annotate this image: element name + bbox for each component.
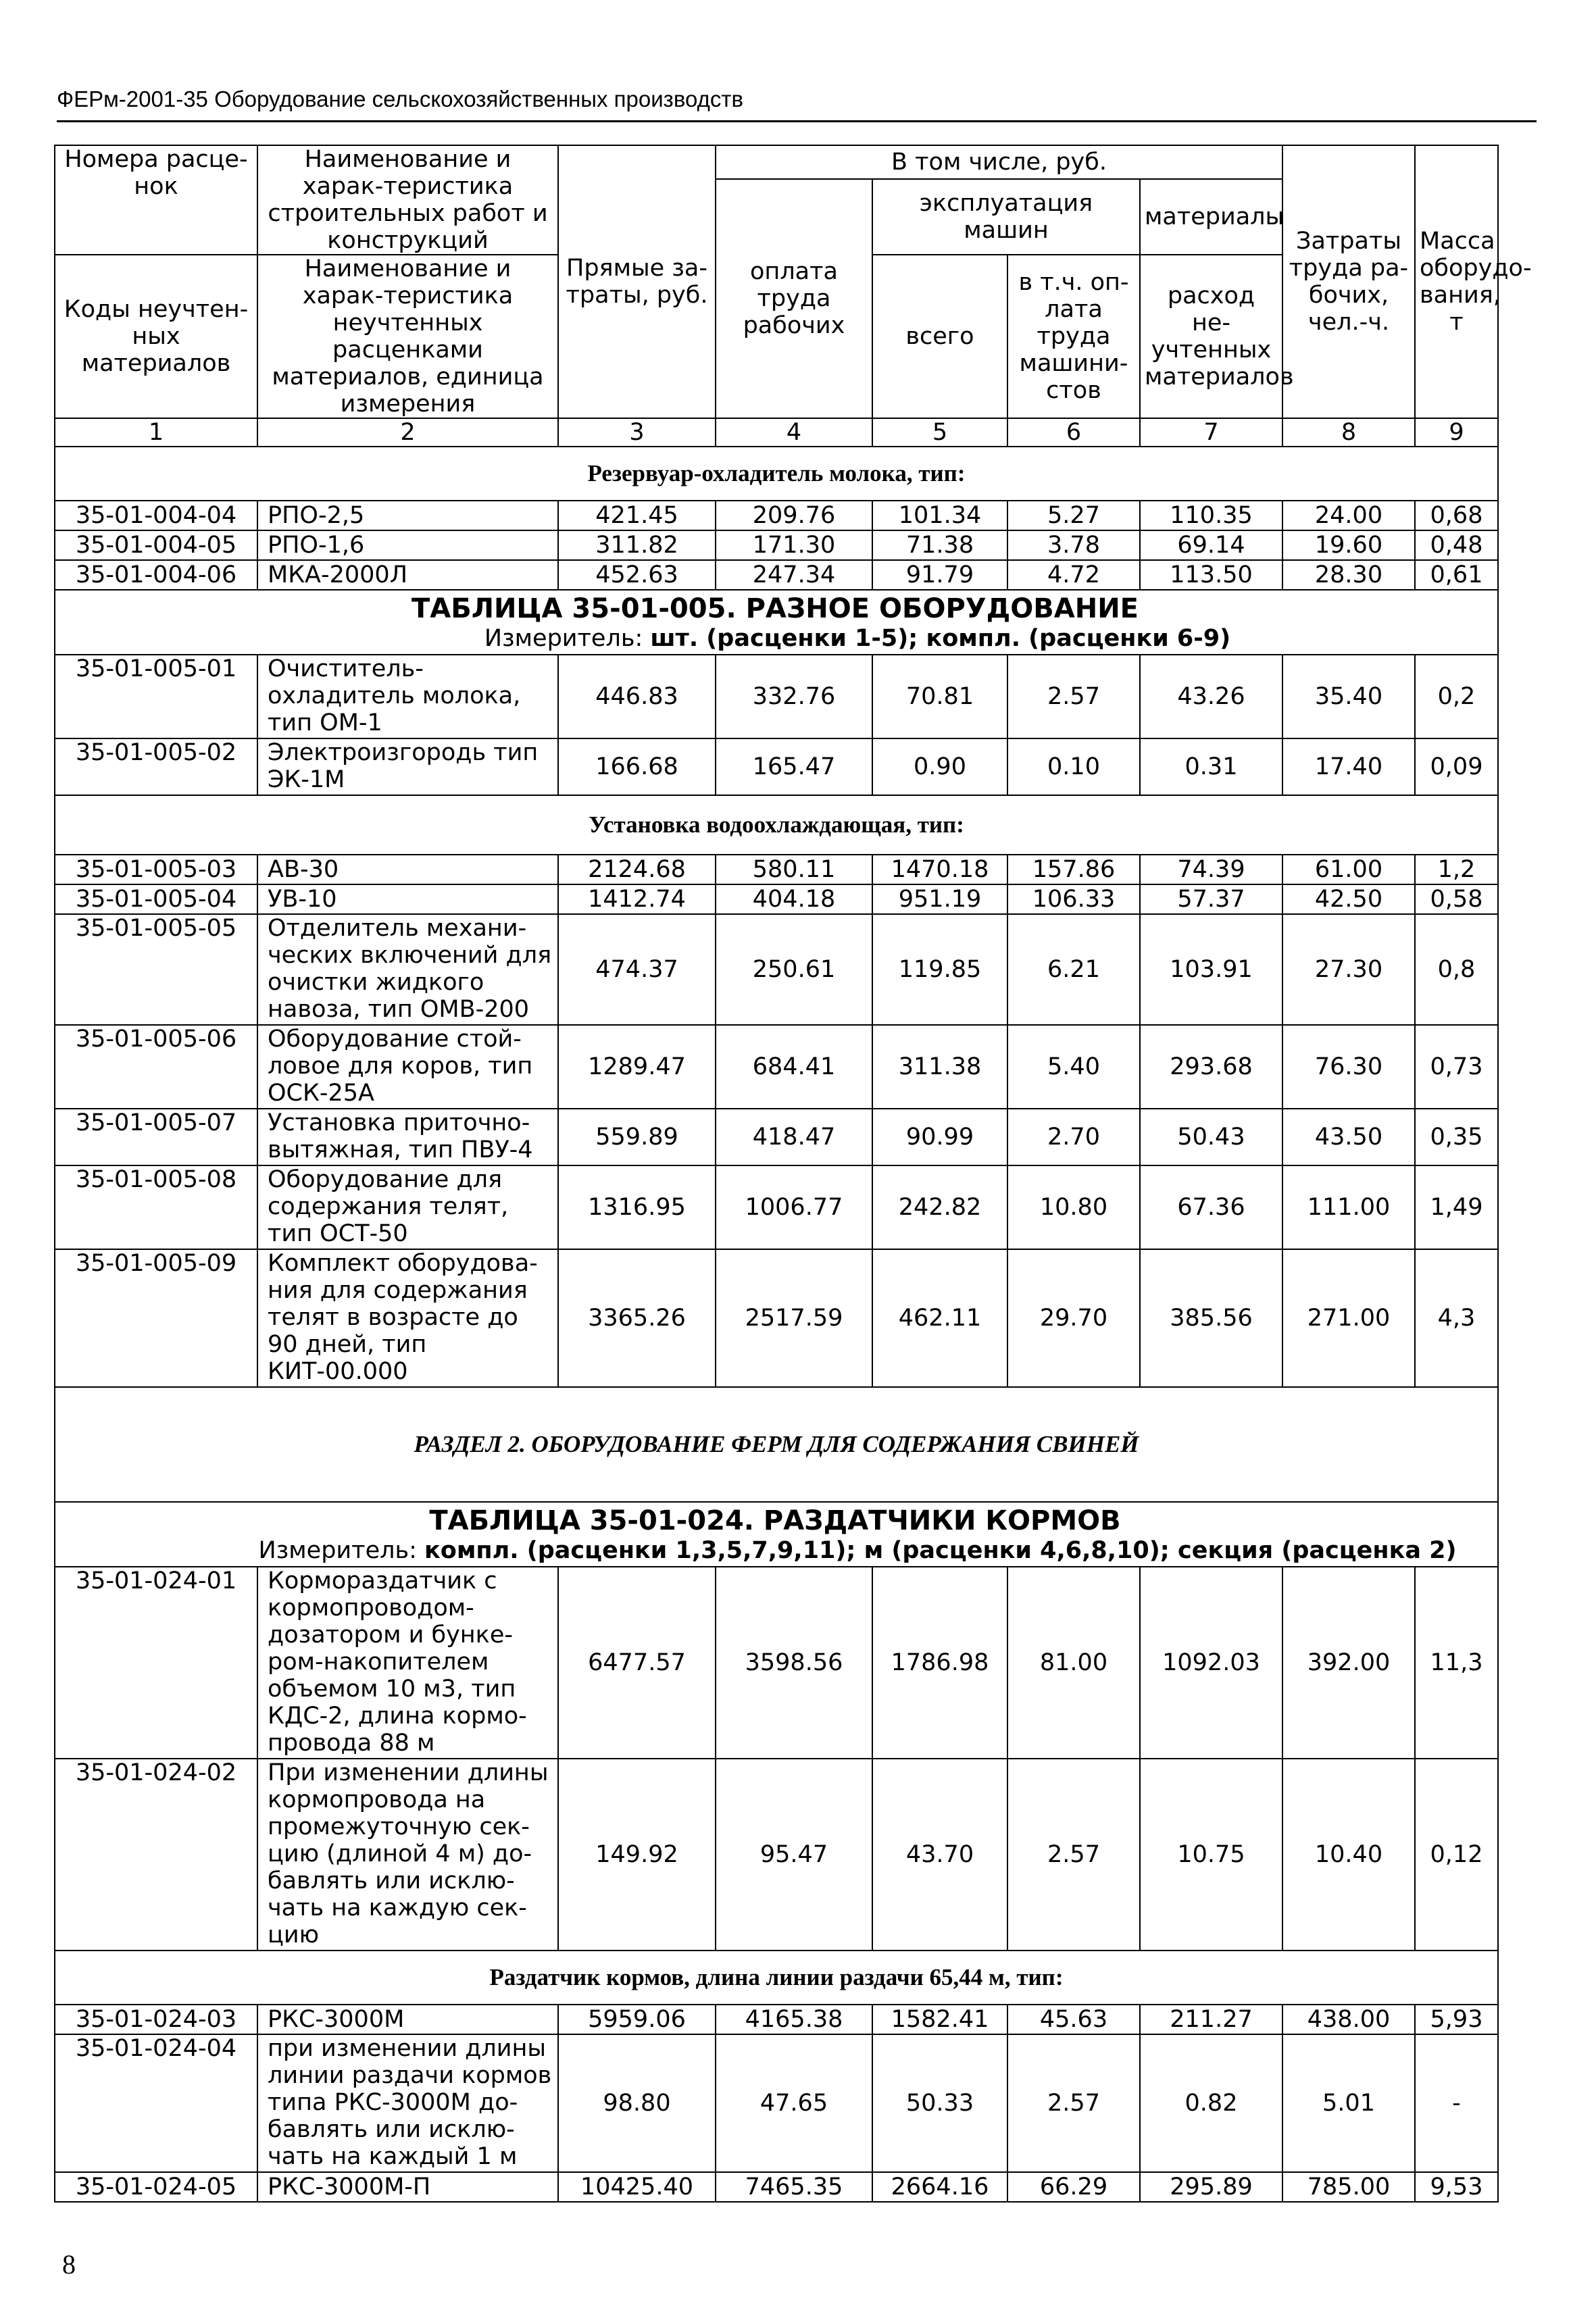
cell-direct-costs: 559.89 <box>558 1109 716 1165</box>
cell-labor-costs: 24.00 <box>1282 501 1415 530</box>
col-work-name-header: Наименование и харак-теристика строительных работ и конструкций <box>257 145 558 255</box>
group-row <box>55 1951 1498 2005</box>
cell-direct-costs: 311.82 <box>558 530 716 560</box>
cell-rate-code: 35-01-005-06 <box>55 1025 257 1109</box>
cell-wages: 684.41 <box>716 1025 872 1109</box>
cell-equipment-mass: 1,2 <box>1415 855 1498 884</box>
cell-rate-code: 35-01-005-08 <box>55 1165 257 1249</box>
cell-materials: 113.50 <box>1140 560 1282 590</box>
cell-rate-code: 35-01-005-09 <box>55 1249 257 1387</box>
table-row <box>55 1165 1498 1249</box>
cell-labor-costs: 61.00 <box>1282 855 1415 884</box>
cell-equipment-mass: 0,12 <box>1415 1759 1498 1951</box>
cell-rate-code: 35-01-005-07 <box>55 1109 257 1165</box>
measure-label: Измеритель: <box>258 1537 425 1564</box>
cell-machinist-wages: 2.57 <box>1007 1759 1140 1951</box>
cell-machine-total: 462.11 <box>872 1249 1007 1387</box>
table-row <box>55 560 1498 590</box>
cell-rate-code: 35-01-024-03 <box>55 2005 257 2034</box>
cell-equipment-mass: 0,2 <box>1415 655 1498 738</box>
cell-equipment-mass: 0,09 <box>1415 738 1498 795</box>
cell-equipment-mass: 0,58 <box>1415 884 1498 914</box>
cell-direct-costs: 10425.40 <box>558 2172 716 2202</box>
column-number: 9 <box>1415 418 1498 447</box>
cell-machine-total: 71.38 <box>872 530 1007 560</box>
table-section <box>55 1502 1498 1567</box>
cell-materials: 50.43 <box>1140 1109 1282 1165</box>
cell-equipment-mass: 4,3 <box>1415 1249 1498 1387</box>
col-rate-numbers-header: Номера расце-нок <box>55 145 257 255</box>
table-row <box>55 501 1498 530</box>
cell-direct-costs: 421.45 <box>558 501 716 530</box>
cell-materials: 0.82 <box>1140 2034 1282 2172</box>
table-row <box>55 1025 1498 1109</box>
cell-work-name: УВ-10 <box>257 884 558 914</box>
cell-equipment-mass: 1,49 <box>1415 1165 1498 1249</box>
cell-materials: 0.31 <box>1140 738 1282 795</box>
column-number: 2 <box>257 418 558 447</box>
cell-direct-costs: 149.92 <box>558 1759 716 1951</box>
column-number: 3 <box>558 418 716 447</box>
cell-machinist-wages: 106.33 <box>1007 884 1140 914</box>
cell-wages: 580.11 <box>716 855 872 884</box>
cell-wages: 332.76 <box>716 655 872 738</box>
cell-labor-costs: 438.00 <box>1282 2005 1415 2034</box>
cell-equipment-mass: 9,53 <box>1415 2172 1498 2202</box>
cell-equipment-mass: 0,48 <box>1415 530 1498 560</box>
cell-work-name: Отделитель механи-ческих включений для очистки жидкого навоза, тип ОМВ-200 <box>257 914 558 1025</box>
cell-work-name: РКС-3000М-П <box>257 2172 558 2202</box>
cell-rate-code: 35-01-005-03 <box>55 855 257 884</box>
section-row <box>55 1502 1498 1567</box>
cell-materials: 110.35 <box>1140 501 1282 530</box>
cell-machinist-wages: 4.72 <box>1007 560 1140 590</box>
cell-machine-total: 70.81 <box>872 655 1007 738</box>
cell-rate-code: 35-01-024-01 <box>55 1567 257 1759</box>
cell-machine-total: 119.85 <box>872 914 1007 1025</box>
table-row <box>55 738 1498 795</box>
cell-equipment-mass: 11,3 <box>1415 1567 1498 1759</box>
column-number: 8 <box>1282 418 1415 447</box>
cell-materials: 74.39 <box>1140 855 1282 884</box>
cell-machinist-wages: 2.57 <box>1007 655 1140 738</box>
measure-line <box>59 625 1493 652</box>
cell-machinist-wages: 6.21 <box>1007 914 1140 1025</box>
part-row <box>55 1387 1498 1502</box>
column-number: 1 <box>55 418 257 447</box>
table-title: ТАБЛИЦА 35-01-005. РАЗНОЕ ОБОРУДОВАНИЕ <box>412 593 1139 624</box>
cell-wages: 247.34 <box>716 560 872 590</box>
cell-equipment-mass: 0,73 <box>1415 1025 1498 1109</box>
table-row <box>55 1109 1498 1165</box>
table-row <box>55 1759 1498 1951</box>
cell-direct-costs: 98.80 <box>558 2034 716 2172</box>
section-row <box>55 590 1498 655</box>
cell-work-name: Комплект оборудова-ния для содержания телят в возрасте до 90 дней, тип КИТ-00.000 <box>257 1249 558 1387</box>
cell-materials: 67.36 <box>1140 1165 1282 1249</box>
table-row <box>55 2005 1498 2034</box>
cell-machine-total: 242.82 <box>872 1165 1007 1249</box>
cell-direct-costs: 166.68 <box>558 738 716 795</box>
cell-machinist-wages: 2.57 <box>1007 2034 1140 2172</box>
cell-work-name: Оборудование для содержания телят, тип ОСТ-50 <box>257 1165 558 1249</box>
cell-work-name: Электроизгородь тип ЭК-1М <box>257 738 558 795</box>
cell-equipment-mass: 5,93 <box>1415 2005 1498 2034</box>
cell-equipment-mass: 0,35 <box>1415 1109 1498 1165</box>
col-unaccounted-name-header: Наименование и харак-теристика неучтенных расценками материалов, единица измерения <box>257 255 558 418</box>
cell-machinist-wages: 10.80 <box>1007 1165 1140 1249</box>
cell-machine-total: 1470.18 <box>872 855 1007 884</box>
cell-direct-costs: 2124.68 <box>558 855 716 884</box>
cell-work-name: МКА-2000Л <box>257 560 558 590</box>
cell-materials: 43.26 <box>1140 655 1282 738</box>
cell-wages: 4165.38 <box>716 2005 872 2034</box>
group-title: Резервуар-охладитель молока, тип: <box>55 447 1498 501</box>
table-section <box>55 590 1498 655</box>
cell-wages: 7465.35 <box>716 2172 872 2202</box>
rates-table <box>54 145 1532 2203</box>
cell-work-name: РКС-3000М <box>257 2005 558 2034</box>
cell-direct-costs: 6477.57 <box>558 1567 716 1759</box>
col-unaccounted-materials-header: расход не-учтенных материалов <box>1140 255 1282 418</box>
cell-machine-total: 311.38 <box>872 1025 1007 1109</box>
group-row <box>55 795 1498 855</box>
cell-wages: 3598.56 <box>716 1567 872 1759</box>
cell-machine-total: 2664.16 <box>872 2172 1007 2202</box>
measure-value: компл. (расценки 1,3,5,7,9,11); м (расценки 4,6,8,10); секция (расценка 2) <box>424 1537 1457 1564</box>
cell-rate-code: 35-01-024-02 <box>55 1759 257 1951</box>
cell-labor-costs: 271.00 <box>1282 1249 1415 1387</box>
cell-work-name: Установка приточно-вытяжная, тип ПВУ-4 <box>257 1109 558 1165</box>
table-row <box>55 914 1498 1025</box>
cell-materials: 57.37 <box>1140 884 1282 914</box>
group-row <box>55 447 1498 501</box>
col-direct-costs-header: Прямые за-траты, руб. <box>558 145 716 418</box>
cell-machinist-wages: 157.86 <box>1007 855 1140 884</box>
cell-rate-code: 35-01-005-04 <box>55 884 257 914</box>
col-wages-header: оплата труда рабочих <box>716 179 872 418</box>
cell-wages: 1006.77 <box>716 1165 872 1249</box>
cell-materials: 385.56 <box>1140 1249 1282 1387</box>
part-title: РАЗДЕЛ 2. ОБОРУДОВАНИЕ ФЕРМ ДЛЯ СОДЕРЖАНИЯ СВИНЕЙ <box>55 1387 1498 1502</box>
table-row <box>55 1249 1498 1387</box>
header-rule <box>57 120 1537 122</box>
cell-materials: 211.27 <box>1140 2005 1282 2034</box>
table-row <box>55 655 1498 738</box>
cell-machinist-wages: 29.70 <box>1007 1249 1140 1387</box>
materials-header: материалы <box>1140 179 1282 255</box>
cell-rate-code: 35-01-005-01 <box>55 655 257 738</box>
cell-labor-costs: 5.01 <box>1282 2034 1415 2172</box>
cell-work-name: При изменении длины кормопровода на промежуточную сек-цию (длиной 4 м) до-бавлять или исклю-чать на каждую сек-цию <box>257 1759 558 1951</box>
cell-machinist-wages: 66.29 <box>1007 2172 1140 2202</box>
cell-rate-code: 35-01-024-04 <box>55 2034 257 2172</box>
page-number: 8 <box>62 2249 76 2280</box>
measure-value: шт. (расценки 1-5); компл. (расценки 6-9) <box>650 625 1231 652</box>
column-number: 6 <box>1007 418 1140 447</box>
cell-labor-costs: 28.30 <box>1282 560 1415 590</box>
cell-machine-total: 0.90 <box>872 738 1007 795</box>
cell-rate-code: 35-01-004-05 <box>55 530 257 560</box>
table-row <box>55 855 1498 884</box>
cell-machinist-wages: 5.27 <box>1007 501 1140 530</box>
cell-wages: 209.76 <box>716 501 872 530</box>
cell-wages: 95.47 <box>716 1759 872 1951</box>
cell-labor-costs: 785.00 <box>1282 2172 1415 2202</box>
cell-equipment-mass: 0,68 <box>1415 501 1498 530</box>
cell-materials: 103.91 <box>1140 914 1282 1025</box>
cell-labor-costs: 76.30 <box>1282 1025 1415 1109</box>
table-row <box>55 884 1498 914</box>
cell-labor-costs: 111.00 <box>1282 1165 1415 1249</box>
cell-machinist-wages: 81.00 <box>1007 1567 1140 1759</box>
col-unaccounted-codes-header: Коды неучтен-ных материалов <box>55 255 257 418</box>
cell-work-name: РПО-2,5 <box>257 501 558 530</box>
cell-rate-code: 35-01-024-05 <box>55 2172 257 2202</box>
cell-work-name: РПО-1,6 <box>257 530 558 560</box>
column-number: 5 <box>872 418 1007 447</box>
measure-line <box>59 1537 1493 1564</box>
including-header: В том числе, руб. <box>716 145 1282 179</box>
cell-machine-total: 951.19 <box>872 884 1007 914</box>
cell-labor-costs: 27.30 <box>1282 914 1415 1025</box>
table-title: ТАБЛИЦА 35-01-024. РАЗДАТЧИКИ КОРМОВ <box>429 1505 1121 1536</box>
cell-materials: 10.75 <box>1140 1759 1282 1951</box>
cell-wages: 418.47 <box>716 1109 872 1165</box>
col-labor-costs-header: Затраты труда ра-бочих, чел.-ч. <box>1282 145 1415 418</box>
cell-labor-costs: 17.40 <box>1282 738 1415 795</box>
cell-work-name: Очиститель-охладитель молока, тип ОМ-1 <box>257 655 558 738</box>
cell-materials: 295.89 <box>1140 2172 1282 2202</box>
group-title: Раздатчик кормов, длина линии раздачи 65,44 м, тип: <box>55 1951 1498 2005</box>
cell-labor-costs: 35.40 <box>1282 655 1415 738</box>
cell-work-name: Оборудование стой-ловое для коров, тип ОСК-25А <box>257 1025 558 1109</box>
column-number: 7 <box>1140 418 1282 447</box>
table-row <box>55 2172 1498 2202</box>
cell-labor-costs: 19.60 <box>1282 530 1415 560</box>
cell-work-name: Кормораздатчик с кормопроводом-дозатором и бунке-ром-накопителем объемом 10 м3, тип КДС-2, длина кормо-провода 88 м <box>257 1567 558 1759</box>
cell-materials: 69.14 <box>1140 530 1282 560</box>
cell-machinist-wages: 2.70 <box>1007 1109 1140 1165</box>
table-row <box>55 1567 1498 1759</box>
cell-work-name: АВ-30 <box>257 855 558 884</box>
table-row <box>55 2034 1498 2172</box>
cell-materials: 293.68 <box>1140 1025 1282 1109</box>
cell-materials: 1092.03 <box>1140 1567 1282 1759</box>
column-number: 4 <box>716 418 872 447</box>
cell-direct-costs: 474.37 <box>558 914 716 1025</box>
cell-direct-costs: 1289.47 <box>558 1025 716 1109</box>
cell-labor-costs: 392.00 <box>1282 1567 1415 1759</box>
cell-labor-costs: 42.50 <box>1282 884 1415 914</box>
cell-machinist-wages: 5.40 <box>1007 1025 1140 1109</box>
cell-direct-costs: 446.83 <box>558 655 716 738</box>
machine-operation-header: эксплуатация машин <box>872 179 1140 255</box>
table-row <box>55 530 1498 560</box>
cell-work-name: при изменении длины линии раздачи кормов типа РКС-3000М до-бавлять или исклю-чать на каждый 1 м <box>257 2034 558 2172</box>
cell-wages: 404.18 <box>716 884 872 914</box>
col-machinist-wages-header: в т.ч. оп-лата труда машини-стов <box>1007 255 1140 418</box>
cell-machine-total: 1582.41 <box>872 2005 1007 2034</box>
cell-direct-costs: 452.63 <box>558 560 716 590</box>
group-title: Установка водоохлаждающая, тип: <box>55 795 1498 855</box>
cell-rate-code: 35-01-004-04 <box>55 501 257 530</box>
cell-direct-costs: 1316.95 <box>558 1165 716 1249</box>
measure-label: Измеритель: <box>484 625 651 652</box>
cell-labor-costs: 10.40 <box>1282 1759 1415 1951</box>
cell-machine-total: 101.34 <box>872 501 1007 530</box>
cell-rate-code: 35-01-005-02 <box>55 738 257 795</box>
cell-machinist-wages: 0.10 <box>1007 738 1140 795</box>
cell-wages: 2517.59 <box>716 1249 872 1387</box>
cell-machine-total: 50.33 <box>872 2034 1007 2172</box>
col-machine-total-header: всего <box>872 255 1007 418</box>
cell-direct-costs: 5959.06 <box>558 2005 716 2034</box>
col-equipment-mass-header: Масса оборудо-вания, т <box>1415 145 1498 418</box>
cell-machine-total: 90.99 <box>872 1109 1007 1165</box>
cell-rate-code: 35-01-004-06 <box>55 560 257 590</box>
cell-equipment-mass: - <box>1415 2034 1498 2172</box>
cell-machinist-wages: 3.78 <box>1007 530 1140 560</box>
cell-machine-total: 43.70 <box>872 1759 1007 1951</box>
page-header: ФЕРм-2001-35 Оборудование сельскохозяйственных производств <box>57 86 744 111</box>
cell-machinist-wages: 45.63 <box>1007 2005 1140 2034</box>
cell-wages: 171.30 <box>716 530 872 560</box>
cell-equipment-mass: 0,61 <box>1415 560 1498 590</box>
column-numbers-row <box>55 418 1498 447</box>
cell-wages: 47.65 <box>716 2034 872 2172</box>
cell-rate-code: 35-01-005-05 <box>55 914 257 1025</box>
cell-direct-costs: 1412.74 <box>558 884 716 914</box>
cell-wages: 250.61 <box>716 914 872 1025</box>
cell-labor-costs: 43.50 <box>1282 1109 1415 1165</box>
cell-direct-costs: 3365.26 <box>558 1249 716 1387</box>
cell-wages: 165.47 <box>716 738 872 795</box>
cell-machine-total: 91.79 <box>872 560 1007 590</box>
cell-machine-total: 1786.98 <box>872 1567 1007 1759</box>
cell-equipment-mass: 0,8 <box>1415 914 1498 1025</box>
